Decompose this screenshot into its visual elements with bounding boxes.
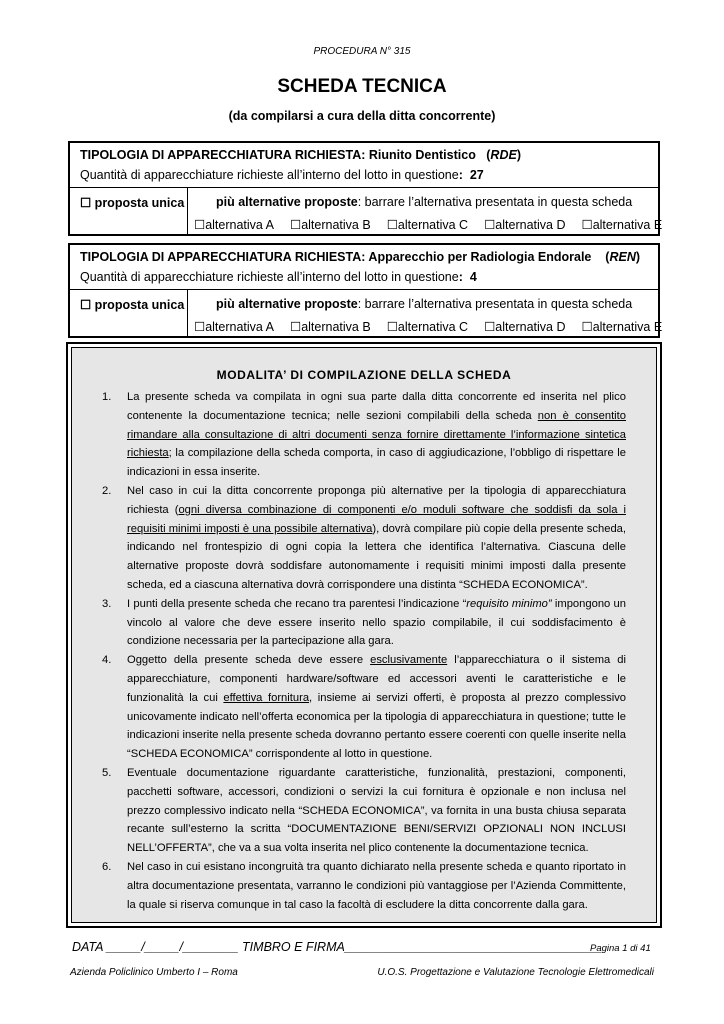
proposta-unica-checkbox[interactable]: ☐ proposta unica (80, 196, 185, 210)
modalita-section (66, 342, 662, 928)
alternatives-row (194, 217, 662, 232)
proposta-unica-checkbox[interactable]: ☐ proposta unica (80, 298, 185, 312)
list-item: 2. Nel caso in cui la ditta concorrente proponga più alternative per la tipologia di apparecchiatura richiesta (ogni diversa combinazione di componenti e/o moduli software che soddisfi da sola i requisiti minimi imposti è una possibile alternativa), dovrà compilare più copie della presente scheda, indicando nel frontespizio di ogni copia la lettera che identifica l’alternativa. Ciascuna delle alternative proposte dovrà soddisfare autonomamente i requisiti minimi imposti dalla presente scheda, ed a ciascuna alternativa dovrà corrispondere una distinta “SCHEDA ECONOMICA”. (102, 484, 626, 591)
alternativa-e-checkbox[interactable]: ☐alternativa E (581, 218, 663, 232)
list-item: 1. La presente scheda va compilata in ogni sua parte dalla ditta concorrente ed inserita nel plico contenente la documentazione tecnica; nelle sezioni compilabili della scheda non è consentito rimandare alla consultazione di altri documenti senza fornire direttamente l’informazione sintetica richiesta; la compilazione della scheda comporta, in caso di aggiudicazione, l’obbligo di rispettare le indicazioni in essa inserite. (102, 391, 626, 479)
tipologia-code: RDE (490, 148, 517, 162)
document-title: SCHEDA TECNICA (277, 76, 447, 97)
footer-department: U.O.S. Progettazione e Valutazione Tecnologie Elettromedicali (377, 967, 654, 978)
footer-organization: Azienda Policlinico Umberto I – Roma (70, 967, 238, 978)
modalita-list (72, 388, 656, 914)
quantita-line: Quantità di apparecchiature richieste all’interno del lotto in questione: 27 (80, 168, 484, 182)
list-item: 6. Nel caso in cui esistano incongruità tra quanto dichiarato nella presente scheda e quanto riportato in altra documentazione presentata, varranno le condizioni più vantaggiose per l’Azienda Committente, la quale si riserva comunque in tal caso la facoltà di escludere la ditta concorrente dalla gara. (102, 860, 626, 911)
alternativa-b-checkbox[interactable]: ☐alternativa B (290, 218, 371, 232)
quantita-value: 4 (469, 270, 477, 284)
quantita-value: 27 (469, 168, 484, 182)
piu-alternative-text: più alternative proposte: barrare l’alternativa presentata in questa scheda (216, 195, 633, 209)
alternativa-a-checkbox[interactable]: ☐alternativa A (194, 320, 274, 334)
piu-alternative-text: più alternative proposte: barrare l’alternativa presentata in questa scheda (216, 297, 633, 311)
tipologia-line: TIPOLOGIA DI APPARECCHIATURA RICHIESTA: Apparecchio per Radiologia Endorale (REN) (80, 250, 641, 264)
tipologia-code: REN (609, 250, 636, 264)
list-item: 5. Eventuale documentazione riguardante caratteristiche, funzionalità, prestazioni, componenti, pacchetti software, accessori, condizioni o servizi la cui fornitura è opzionale e non inclusa nel prezzo complessivo indicato nella “SCHEDA ECONOMICA”, va fornita in una busta chiusa separata recante sull’esterno la scritta “DOCUMENTAZIONE BENI/SERVIZI OPZIONALI NON INCLUSI NELL’OFFERTA”, che va a sua volta inserita nel plico contenente la documentazione tecnica. (102, 766, 626, 855)
equipment-box-ren (68, 243, 663, 338)
list-item: 3. I punti della presente scheda che recano tra parentesi l’indicazione “requisito minimo” impongono un vincolo al valore che deve essere inserito nello spazio compilabile, il cui soddisfacimento è condizione necessaria per la partecipazione alla gara. (102, 597, 626, 648)
quantita-line: Quantità di apparecchiature richieste all’interno del lotto in questione: 4 (80, 270, 477, 284)
alternativa-d-checkbox[interactable]: ☐alternativa D (484, 320, 566, 334)
modalita-title: MODALITA’ DI COMPILAZIONE DELLA SCHEDA (216, 368, 512, 382)
alternativa-d-checkbox[interactable]: ☐alternativa D (484, 218, 566, 232)
alternatives-row (194, 319, 662, 334)
tipologia-line: TIPOLOGIA DI APPARECCHIATURA RICHIESTA: Riunito Dentistico (RDE) (80, 148, 521, 162)
alternativa-b-checkbox[interactable]: ☐alternativa B (290, 320, 371, 334)
alternativa-a-checkbox[interactable]: ☐alternativa A (194, 218, 274, 232)
page-number: Pagina 1 di 41 (590, 943, 651, 954)
list-item: 4. Oggetto della presente scheda deve essere esclusivamente l’apparecchiatura o il sistema di apparecchiature, componenti hardware/software ed accessori aventi le caratteristiche e le funzionalità la cui effettiva fornitura, insieme ai servizi offerti, è proposta al prezzo complessivo unicovamente indicato nell’offerta economica per la tipologia di apparecchiatura in questione; tutte le indicazioni inserite nella presente scheda dovranno pertanto essere coerenti con quelle inserite nella “SCHEDA ECONOMICA” corrispondente al lotto in questione. (102, 654, 627, 761)
equipment-box-rde (68, 141, 663, 236)
document-subtitle: (da compilarsi a cura della ditta concorrente) (228, 109, 496, 123)
alternativa-c-checkbox[interactable]: ☐alternativa C (386, 320, 469, 334)
alternativa-e-checkbox[interactable]: ☐alternativa E (581, 320, 663, 334)
data-timbro-firma-line[interactable]: DATA _____/_____/________ TIMBRO E FIRMA_____________________________________ (72, 940, 603, 954)
alternativa-c-checkbox[interactable]: ☐alternativa C (386, 218, 469, 232)
procedure-number: PROCEDURA N° 315 (313, 46, 411, 57)
